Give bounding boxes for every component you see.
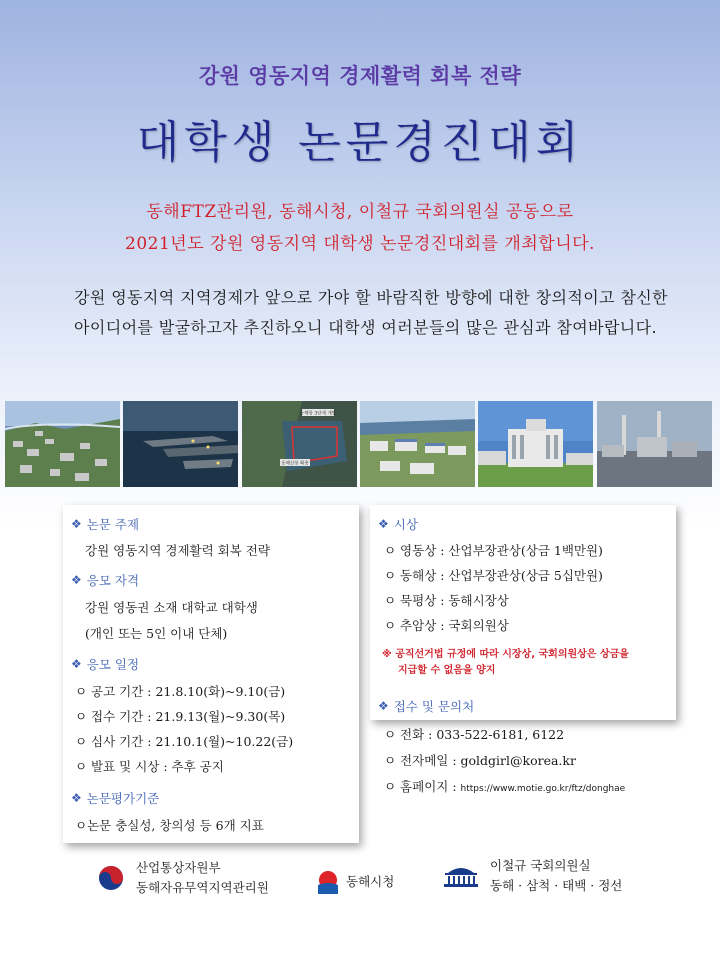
schedule-item: ㅇ 공고 기간 : 21.8.10(화)~9.10(금) — [75, 684, 286, 699]
footer-org1-line-2: 동해자유무역지역관리원 — [136, 880, 269, 895]
footer-org1-line-1: 산업통상자원부 — [136, 860, 221, 875]
eligibility-line-2: (개인 또는 5인 이내 단체) — [85, 626, 228, 641]
section-eligibility-heading: 응모 자격 — [86, 573, 140, 588]
homepage-label: ㅇ 홈페이지 : — [384, 779, 457, 794]
schedule-item: ㅇ 접수 기간 : 21.9.13(월)~9.30(목) — [75, 709, 286, 724]
intro-line-2: 2021년도 강원 영동지역 대학생 논문경진대회를 개최합니다. — [125, 234, 595, 254]
section-schedule-heading: 응모 일정 — [86, 657, 140, 672]
award-note-line-1: ※ 공직선거법 규정에 따라 시장상, 국회의원상은 상금을 — [382, 649, 629, 660]
topic-value: 강원 영동지역 경제활력 회복 전략 — [85, 543, 270, 558]
diamond-icon: ❖ — [71, 573, 82, 587]
section-schedule — [71, 655, 139, 673]
award-note — [382, 647, 629, 679]
section-awards-heading: 시상 — [393, 517, 418, 532]
photo-industrial-park — [360, 401, 475, 487]
award-note-line-2: 지급할 수 없음을 양지 — [398, 665, 496, 676]
taegeuk-icon — [98, 865, 124, 891]
photo-power-plant — [597, 401, 712, 487]
schedule-item: ㅇ 발표 및 시상 : 추후 공지 — [75, 759, 224, 774]
footer-org-donghae — [316, 870, 394, 894]
section-criteria-heading: 논문평가기준 — [86, 791, 160, 806]
photo-city-aerial — [5, 401, 120, 487]
poster-title: 대학생 논문경진대회 — [136, 117, 584, 168]
donghae-sun-icon — [316, 870, 340, 894]
section-topic — [71, 515, 139, 533]
criteria-value: ㅇ논문 충실성, 창의성 등 6개 지표 — [75, 818, 264, 833]
award-item: ㅇ 묵평상 : 동해시장상 — [384, 593, 509, 608]
section-eligibility — [71, 571, 139, 589]
national-assembly-icon — [442, 863, 480, 889]
section-contact — [378, 697, 474, 715]
photo2-label-top: 동해항 3단계 개발 — [299, 411, 336, 417]
section-awards — [378, 515, 418, 533]
photo-port-map — [242, 401, 357, 487]
photo-factory-building — [478, 401, 593, 487]
diamond-icon: ❖ — [378, 517, 389, 531]
section-criteria — [71, 789, 159, 807]
diamond-icon: ❖ — [71, 791, 82, 805]
contact-phone: ㅇ 전화 : 033-522-6181, 6122 — [384, 727, 565, 742]
poster-subtitle: 강원 영동지역 경제활력 회복 전략 — [198, 64, 522, 88]
footer-org-assembly — [442, 856, 622, 896]
footer-org2: 동해시청 — [346, 874, 395, 889]
footer-org3-line-2: 동해 · 삼척 · 태백 · 정선 — [490, 878, 623, 893]
award-item: ㅇ 추암상 : 국회의원상 — [384, 618, 509, 633]
award-item: ㅇ 동해상 : 산업부장관상(상금 5십만원) — [384, 568, 603, 583]
schedule-item: ㅇ 심사 기간 : 21.10.1(월)~10.22(금) — [75, 734, 294, 749]
diamond-icon: ❖ — [71, 517, 82, 531]
footer-org3-line-1: 이철규 국회의원실 — [490, 858, 591, 873]
photo2-label-bottom: 동해신항 확충 — [280, 461, 309, 467]
eligibility-line-1: 강원 영동권 소재 대학교 대학생 — [85, 600, 258, 615]
intro-description: 강원 영동지역 지역경제가 앞으로 가야 할 바람직한 방향에 대한 창의적이고 참신한 아이디어를 발굴하고자 추진하오니 대학생 여러분들의 많은 관심과 참여바랍니다. — [74, 288, 668, 337]
section-contact-heading: 접수 및 문의처 — [393, 699, 475, 714]
contact-email[interactable]: ㅇ 전자메일 : goldgirl@korea.kr — [384, 753, 576, 768]
diamond-icon: ❖ — [71, 657, 82, 671]
footer-org-motie — [98, 858, 269, 898]
photo-port-night — [123, 401, 238, 487]
contact-homepage — [384, 777, 625, 795]
homepage-link[interactable]: https://www.motie.go.kr/ftz/donghae — [460, 784, 626, 794]
photo-strip — [5, 401, 712, 487]
info-box-left — [63, 505, 359, 843]
info-box-right — [370, 505, 676, 720]
intro-line-1: 동해FTZ관리원, 동해시청, 이철규 국회의원실 공동으로 — [146, 202, 574, 222]
diamond-icon: ❖ — [378, 699, 389, 713]
award-item: ㅇ 영동상 : 산업부장관상(상금 1백만원) — [384, 543, 603, 558]
section-topic-heading: 논문 주제 — [86, 517, 140, 532]
